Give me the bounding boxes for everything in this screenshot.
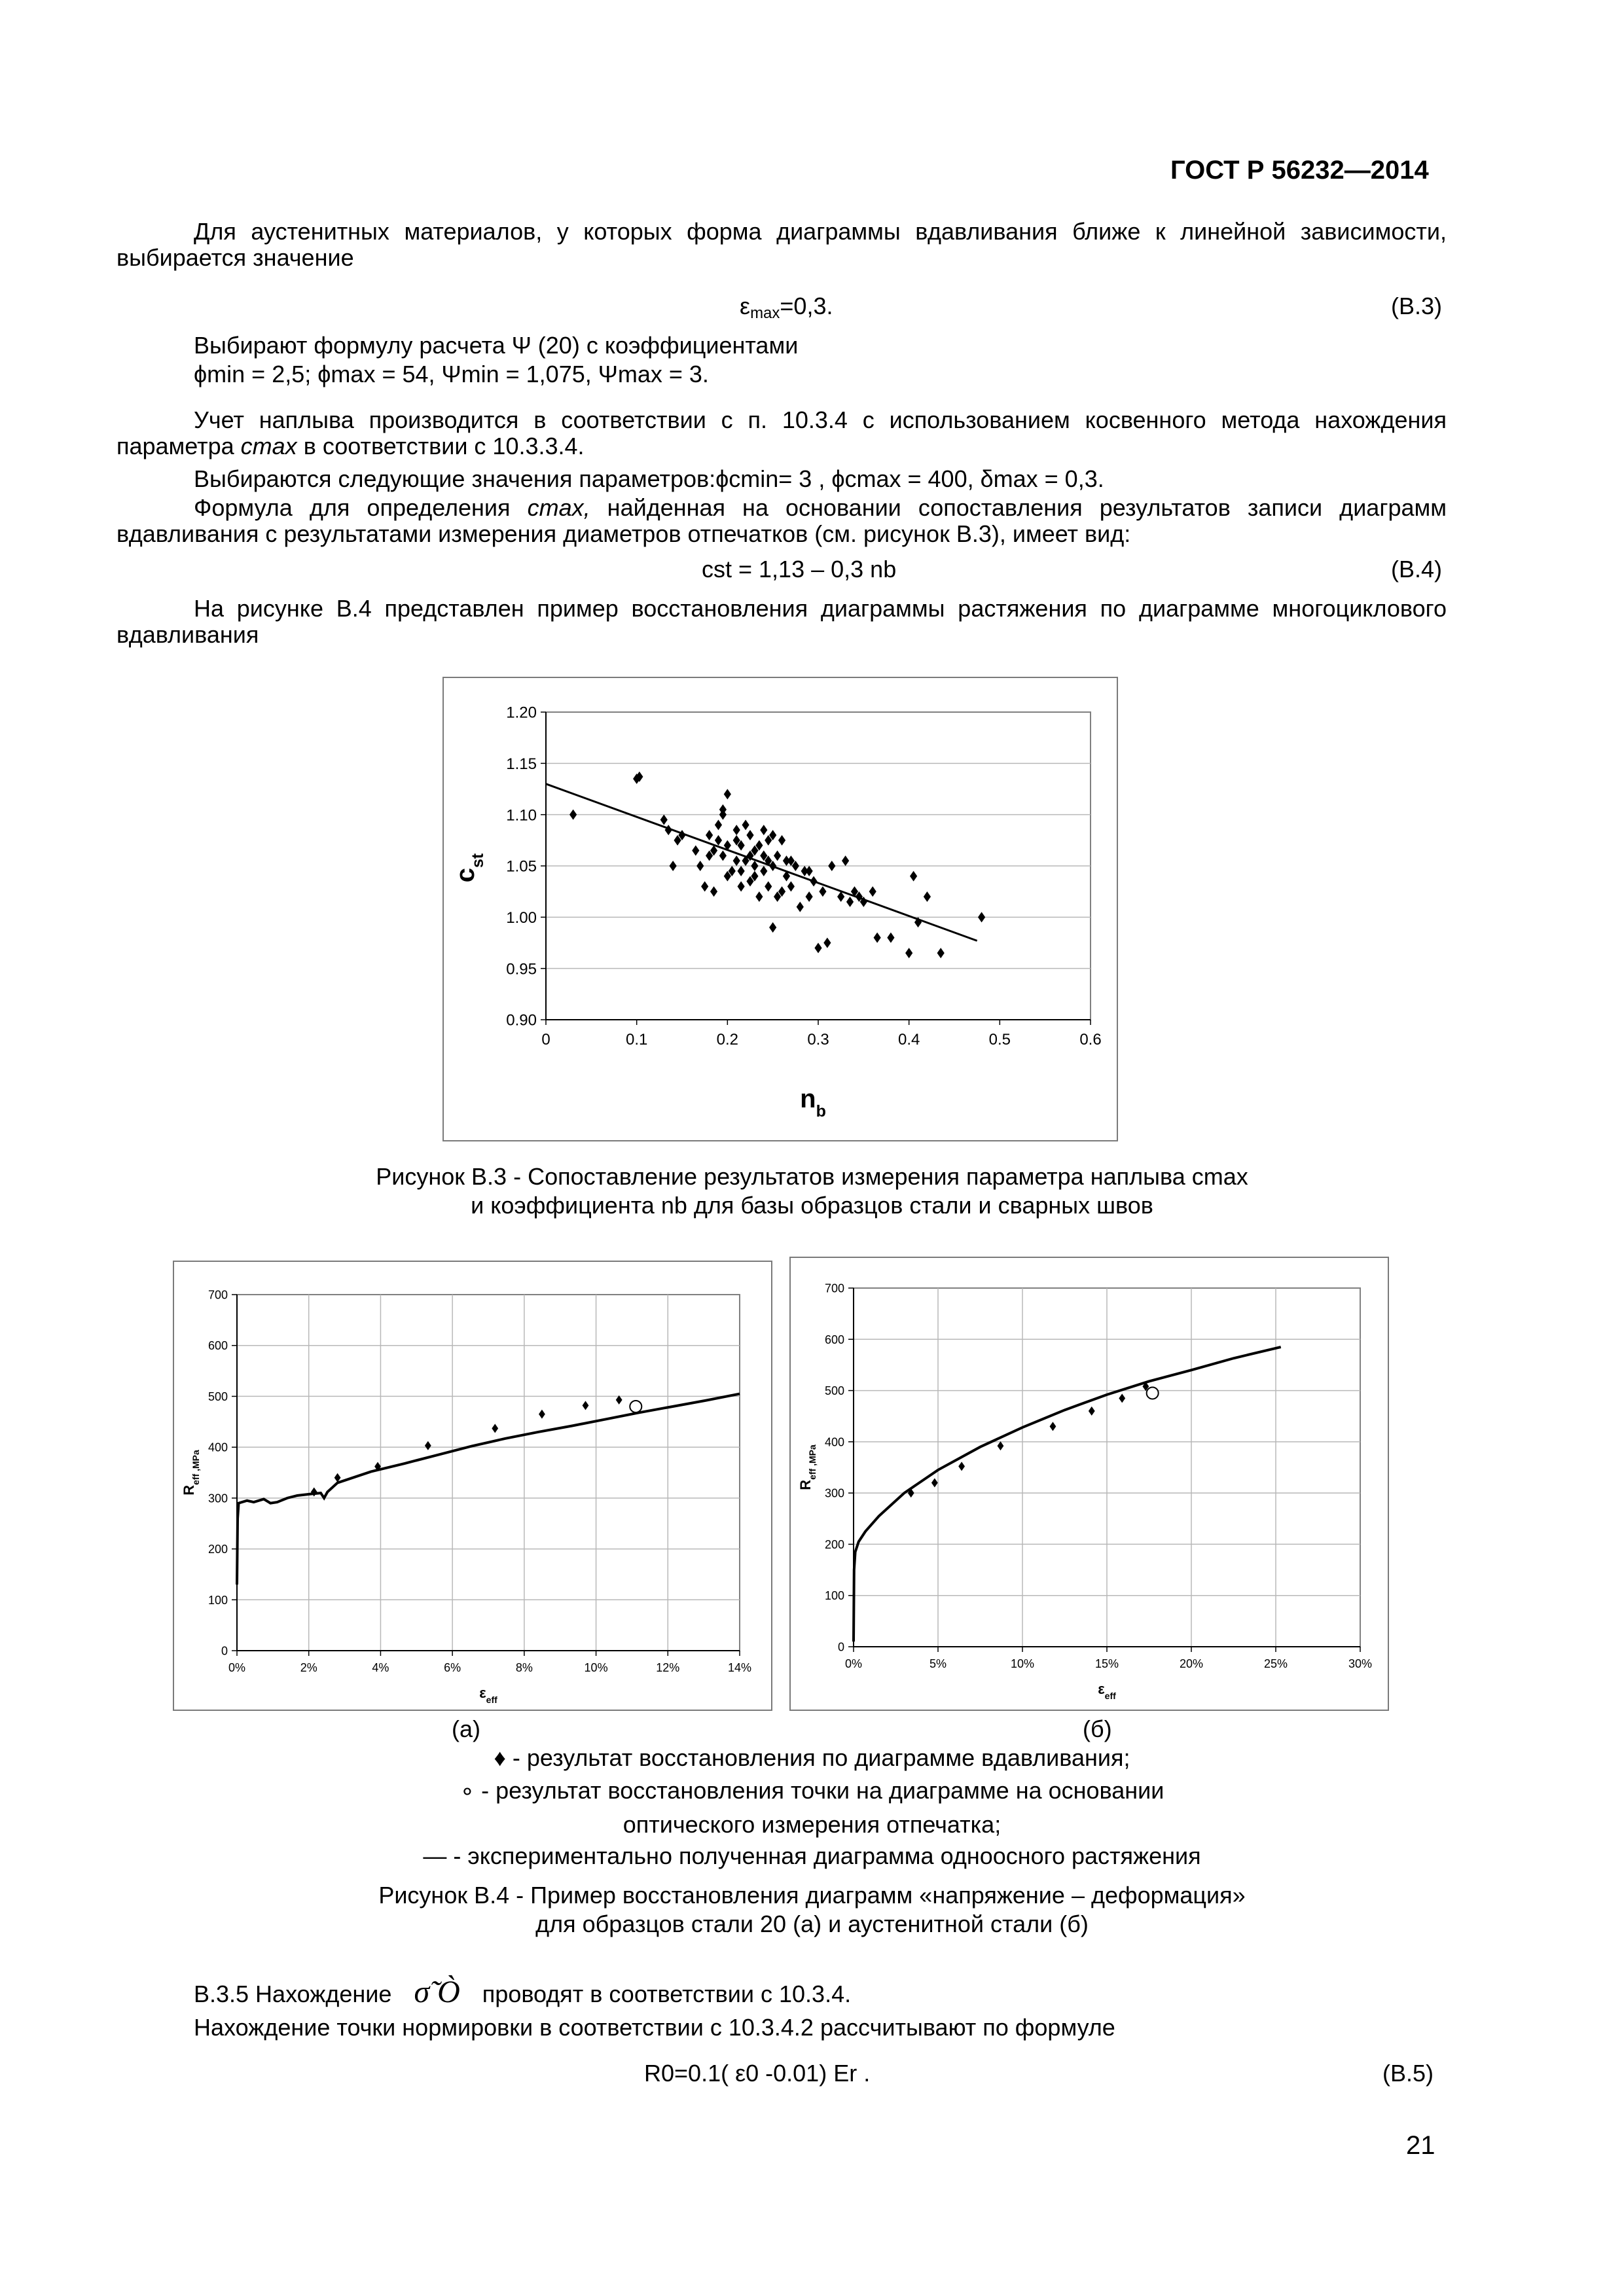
figure-b4-caption-line1: Рисунок В.4 - Пример восстановления диаграмм «напряжение – деформация»: [378, 1882, 1246, 1909]
y-tick-label: 500: [824, 1384, 844, 1398]
figure-b4a-frame: [173, 1261, 772, 1711]
x-tick-label: 0: [541, 1031, 550, 1049]
x-tick-label: 0%: [844, 1657, 863, 1670]
equation-b4: cst = 1,13 – 0,3 nb: [702, 556, 897, 583]
figure-b4b-label: (б): [1083, 1715, 1112, 1742]
x-tick-label: 5%: [929, 1657, 947, 1670]
figure-b4a-chart: [174, 1262, 771, 1710]
y-axis-title: $R_{eff ,MPa}$: [797, 1444, 818, 1490]
figure-b4-caption-line2: для образцов стали 20 (а) и аустенитной стали (б): [535, 1910, 1089, 1937]
x-tick-label: 14%: [727, 1661, 752, 1674]
legend-diamond: ♦ - результат восстановления по диаграмме вдавливания;: [494, 1744, 1130, 1771]
equation-b5-number: (B.5): [1382, 2060, 1434, 2087]
x-tick-label: 0.5: [988, 1031, 1011, 1049]
document-id: ГОСТ Р 56232—2014: [1170, 156, 1429, 185]
y-axis-title: $R_{eff ,MPa}$: [181, 1450, 201, 1496]
data-point-circle: [1147, 1387, 1159, 1399]
y-tick-label: 0: [837, 1640, 844, 1654]
plot-area: [237, 1295, 740, 1651]
legend-circle-cont: оптического измерения отпечатка;: [623, 1811, 1001, 1838]
normalization-point-text: Нахождение точки нормировки в соответствии с 10.3.4.2 рассчитывают по формуле: [194, 2014, 1115, 2041]
x-tick-label: 15%: [1094, 1657, 1119, 1670]
y-tick-label: 600: [208, 1339, 228, 1353]
y-tick-label: 700: [824, 1282, 844, 1295]
coefficients-line: ϕmin = 2,5; ϕmax = 54, Ψmin = 1,075, Ψmax = 3.: [194, 361, 709, 387]
y-tick-label: 0.95: [506, 960, 537, 978]
paragraph-cmax-formula: Формула для определения cmax, найденная на основании сопоставления результатов записи диаграмм вдавливания с результатами измерения диаметров отпечатков (см. рисунок В.3), имеет вид:: [117, 494, 1447, 547]
figure-b3-scatter-chart: [444, 678, 1117, 1140]
x-tick-label: 0.2: [716, 1031, 739, 1049]
y-tick-label: 1.00: [506, 908, 537, 927]
figure-b4a-label: (а): [452, 1715, 480, 1742]
x-tick-label: 4%: [372, 1661, 389, 1674]
y-tick-label: 300: [824, 1486, 844, 1500]
legend-line: — - экспериментально полученная диаграмма одноосного растяжения: [423, 1842, 1201, 1869]
y-tick-label: 600: [824, 1333, 844, 1346]
y-tick-label: 100: [824, 1589, 844, 1603]
y-tick-label: 300: [208, 1492, 228, 1505]
y-tick-label: 0: [221, 1644, 228, 1658]
equation-b3-number: (B.3): [1391, 293, 1443, 319]
x-tick-label: 0.6: [1079, 1031, 1102, 1049]
paragraph-austenitic: Для аустенитных материалов, у которых форма диаграммы вдавливания ближе к линейной зависимости, выбирается значение: [117, 218, 1447, 271]
y-tick-label: 500: [208, 1390, 228, 1403]
equation-b3: $\varepsilon_{max}=0,3$.: [740, 293, 833, 322]
y-tick-label: 400: [824, 1435, 844, 1449]
section-b35: В.3.5 Нахождение σ̃ Ò проводят в соответствии с 10.3.4.: [194, 1975, 852, 2009]
x-tick-label: 10%: [584, 1661, 608, 1674]
figure-b3-caption-line2: и коэффициента nb для базы образцов стали и сварных швов: [471, 1192, 1153, 1219]
figure-b4b-frame: [789, 1257, 1389, 1711]
paragraph-figure-b4-intro: На рисунке В.4 представлен пример восстановления диаграммы растяжения по диаграмме многоциклового вдавливания: [117, 595, 1447, 648]
page-number: 21: [1406, 2131, 1435, 2160]
x-tick-label: 0.1: [625, 1031, 648, 1049]
equation-b5: R0=0.1( ε0 -0.01) Er .: [644, 2060, 871, 2087]
x-tick-label: 8%: [515, 1661, 533, 1674]
y-tick-label: 700: [208, 1288, 228, 1302]
y-tick-label: 1.05: [506, 857, 537, 876]
y-tick-label: 1.15: [506, 755, 537, 773]
equation-b4-number: (B.4): [1391, 556, 1443, 583]
figure-b4b-chart: [791, 1258, 1388, 1710]
data-point-circle: [630, 1401, 641, 1412]
y-tick-label: 1.10: [506, 806, 537, 825]
y-tick-label: 0.90: [506, 1011, 537, 1030]
y-tick-label: 400: [208, 1441, 228, 1454]
x-tick-label: 30%: [1348, 1657, 1373, 1670]
x-tick-label: 2%: [300, 1661, 317, 1674]
figure-b3-caption-line1: Рисунок В.3 - Сопоставление результатов измерения параметра наплыва cmax: [376, 1163, 1248, 1190]
parameter-values: Выбираются следующие значения параметров:ϕcmin= 3 , ϕcmax = 400, δmax = 0,3.: [194, 465, 1104, 492]
sigma-symbol: σ̃ Ò: [414, 1975, 460, 2009]
x-axis-title: $\varepsilon_{eff}$: [479, 1685, 497, 1705]
x-tick-label: 0.3: [807, 1031, 829, 1049]
x-tick-label: 10%: [1010, 1657, 1035, 1670]
x-tick-label: 12%: [656, 1661, 680, 1674]
y-tick-label: 200: [208, 1543, 228, 1556]
y-axis-title: $c_{st}$: [451, 853, 487, 883]
x-tick-label: 25%: [1263, 1657, 1288, 1670]
legend-circle: ∘ - результат восстановления точки на диаграмме на основании: [460, 1777, 1164, 1804]
x-axis-title: $n_b$: [800, 1085, 826, 1121]
y-tick-label: 100: [208, 1593, 228, 1607]
paragraph-overflow: Учет наплыва производится в соответствии с п. 10.3.4 с использованием косвенного метода нахождения параметра cmax в соответствии с 10.3.3.4.: [117, 406, 1447, 459]
psi-formula-line: Выбирают формулу расчета Ψ (20) с коэффициентами: [194, 332, 799, 359]
x-axis-title: $\varepsilon_{eff}$: [1098, 1681, 1116, 1701]
x-tick-label: 6%: [444, 1661, 461, 1674]
y-tick-label: 1.20: [506, 704, 537, 722]
x-tick-label: 0.4: [897, 1031, 920, 1049]
x-tick-label: 0%: [228, 1661, 246, 1674]
figure-b3-frame: [442, 677, 1118, 1141]
x-tick-label: 20%: [1179, 1657, 1204, 1670]
y-tick-label: 200: [824, 1537, 844, 1551]
